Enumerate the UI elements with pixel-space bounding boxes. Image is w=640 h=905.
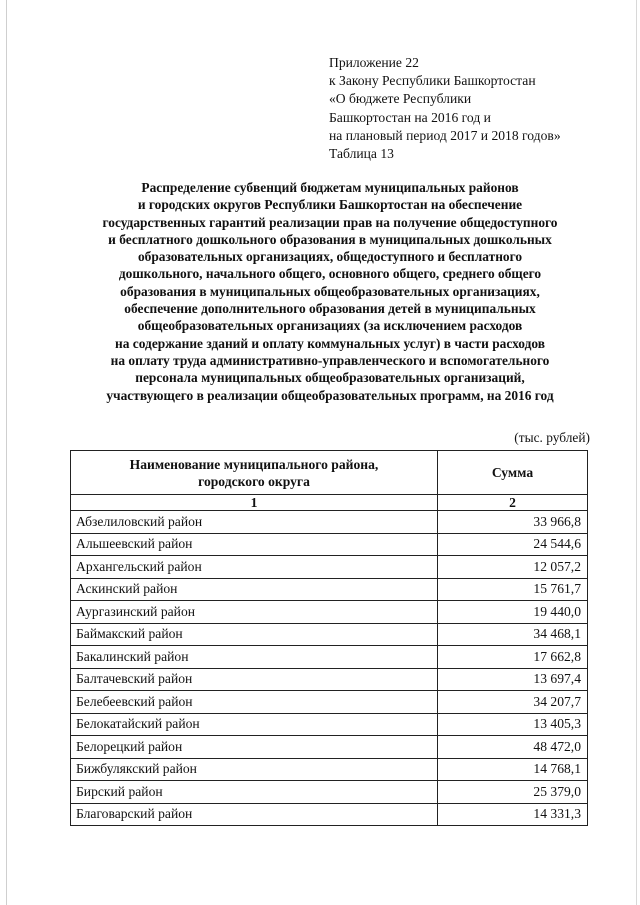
- district-sum: 14 768,1: [438, 758, 588, 781]
- district-name: Бижбулякский район: [71, 758, 438, 781]
- title-line: Распределение субвенций бюджетам муниципальных районов: [141, 180, 519, 195]
- column-header-sum: Сумма: [438, 451, 588, 495]
- district-sum: 14 331,3: [438, 803, 588, 826]
- column-header-name-line: городского округа: [198, 473, 310, 489]
- scan-edge-right: [636, 0, 637, 905]
- title-line: дошкольного, начального общего, основного общего, среднего общего: [118, 266, 542, 282]
- table-row: [71, 736, 588, 759]
- district-sum: 19 440,0: [438, 601, 588, 624]
- table-row: [71, 758, 588, 781]
- table-row: [71, 646, 588, 669]
- header-line: Таблица 13: [329, 146, 394, 162]
- district-sum: 12 057,2: [438, 556, 588, 579]
- district-sum: 17 662,8: [438, 646, 588, 669]
- district-sum: 34 207,7: [438, 691, 588, 714]
- subsidy-table: [70, 450, 588, 826]
- scan-edge-left: [6, 0, 7, 905]
- district-sum: 25 379,0: [438, 781, 588, 804]
- district-name: Баймакский район: [71, 623, 438, 646]
- district-name: Архангельский район: [71, 556, 438, 579]
- district-name: Аскинский район: [71, 578, 438, 601]
- units-label: (тыс. рублей): [514, 430, 590, 445]
- column-header-name-line: Наименование муниципального района,: [129, 456, 379, 472]
- table-row: [71, 601, 588, 624]
- table-row: [71, 691, 588, 714]
- table-row: [71, 623, 588, 646]
- district-name: Аургазинский район: [71, 601, 438, 624]
- title-line: на содержание зданий и оплату коммунальных услуг) в части расходов: [115, 335, 545, 351]
- header-line: Башкортостан на 2016 год и: [329, 109, 491, 125]
- table-row: [71, 781, 588, 804]
- header-line: к Закону Республики Башкортостан: [329, 73, 536, 89]
- title-line: образовательных организациях, общедоступного и бесплатного: [137, 249, 523, 265]
- district-name: Бакалинский район: [71, 646, 438, 669]
- district-sum: 15 761,7: [438, 578, 588, 601]
- column-number-row: [71, 495, 588, 511]
- header-line: Приложение 22: [329, 55, 419, 70]
- document-title: [60, 179, 600, 404]
- district-name: Белокатайский район: [71, 713, 438, 736]
- title-line: государственных гарантий реализации прав на получение общедоступного: [102, 214, 558, 230]
- district-sum: 24 544,6: [438, 533, 588, 556]
- title-line: общеобразовательных организациях (за исключением расходов: [137, 318, 523, 334]
- district-sum: 13 697,4: [438, 668, 588, 691]
- district-sum: 34 468,1: [438, 623, 588, 646]
- table-row: [71, 533, 588, 556]
- header-line: на плановый период 2017 и 2018 годов»: [329, 127, 561, 143]
- table-header-row: [71, 451, 588, 495]
- district-name: Бирский район: [71, 781, 438, 804]
- title-line: обеспечение дополнительного образования детей в муниципальных: [124, 301, 536, 317]
- column-header-name: [71, 451, 438, 495]
- title-line: и городских округов Республики Башкортостан на обеспечение: [137, 197, 523, 213]
- district-sum: 13 405,3: [438, 713, 588, 736]
- district-name: Белебеевский район: [71, 691, 438, 714]
- table-row: [71, 556, 588, 579]
- title-line: персонала муниципальных общеобразовательных организаций,: [135, 370, 525, 386]
- district-name: Благоварский район: [71, 803, 438, 826]
- district-name: Балтачевский район: [71, 668, 438, 691]
- table-row: [71, 668, 588, 691]
- table-row: [71, 803, 588, 826]
- title-line: образования в муниципальных общеобразовательных организациях,: [120, 283, 540, 299]
- district-sum: 33 966,8: [438, 511, 588, 534]
- table-row: [71, 713, 588, 736]
- district-sum: 48 472,0: [438, 736, 588, 759]
- title-line: на оплату труда административно-управленческого и вспомогательного: [110, 352, 550, 368]
- district-name: Белорецкий район: [71, 736, 438, 759]
- district-name: Абзелиловский район: [71, 511, 438, 534]
- table-row: [71, 578, 588, 601]
- district-name: Альшеевский район: [71, 533, 438, 556]
- appendix-header: [329, 54, 561, 163]
- header-line: «О бюджете Республики: [329, 91, 472, 107]
- title-line: и бесплатного дошкольного образования в муниципальных дошкольных: [108, 231, 552, 247]
- column-number-1: 1: [71, 495, 438, 511]
- table-row: [71, 511, 588, 534]
- title-line: участвующего в реализации общеобразовательных программ, на 2016 год: [106, 387, 554, 403]
- column-number-2: 2: [438, 495, 588, 511]
